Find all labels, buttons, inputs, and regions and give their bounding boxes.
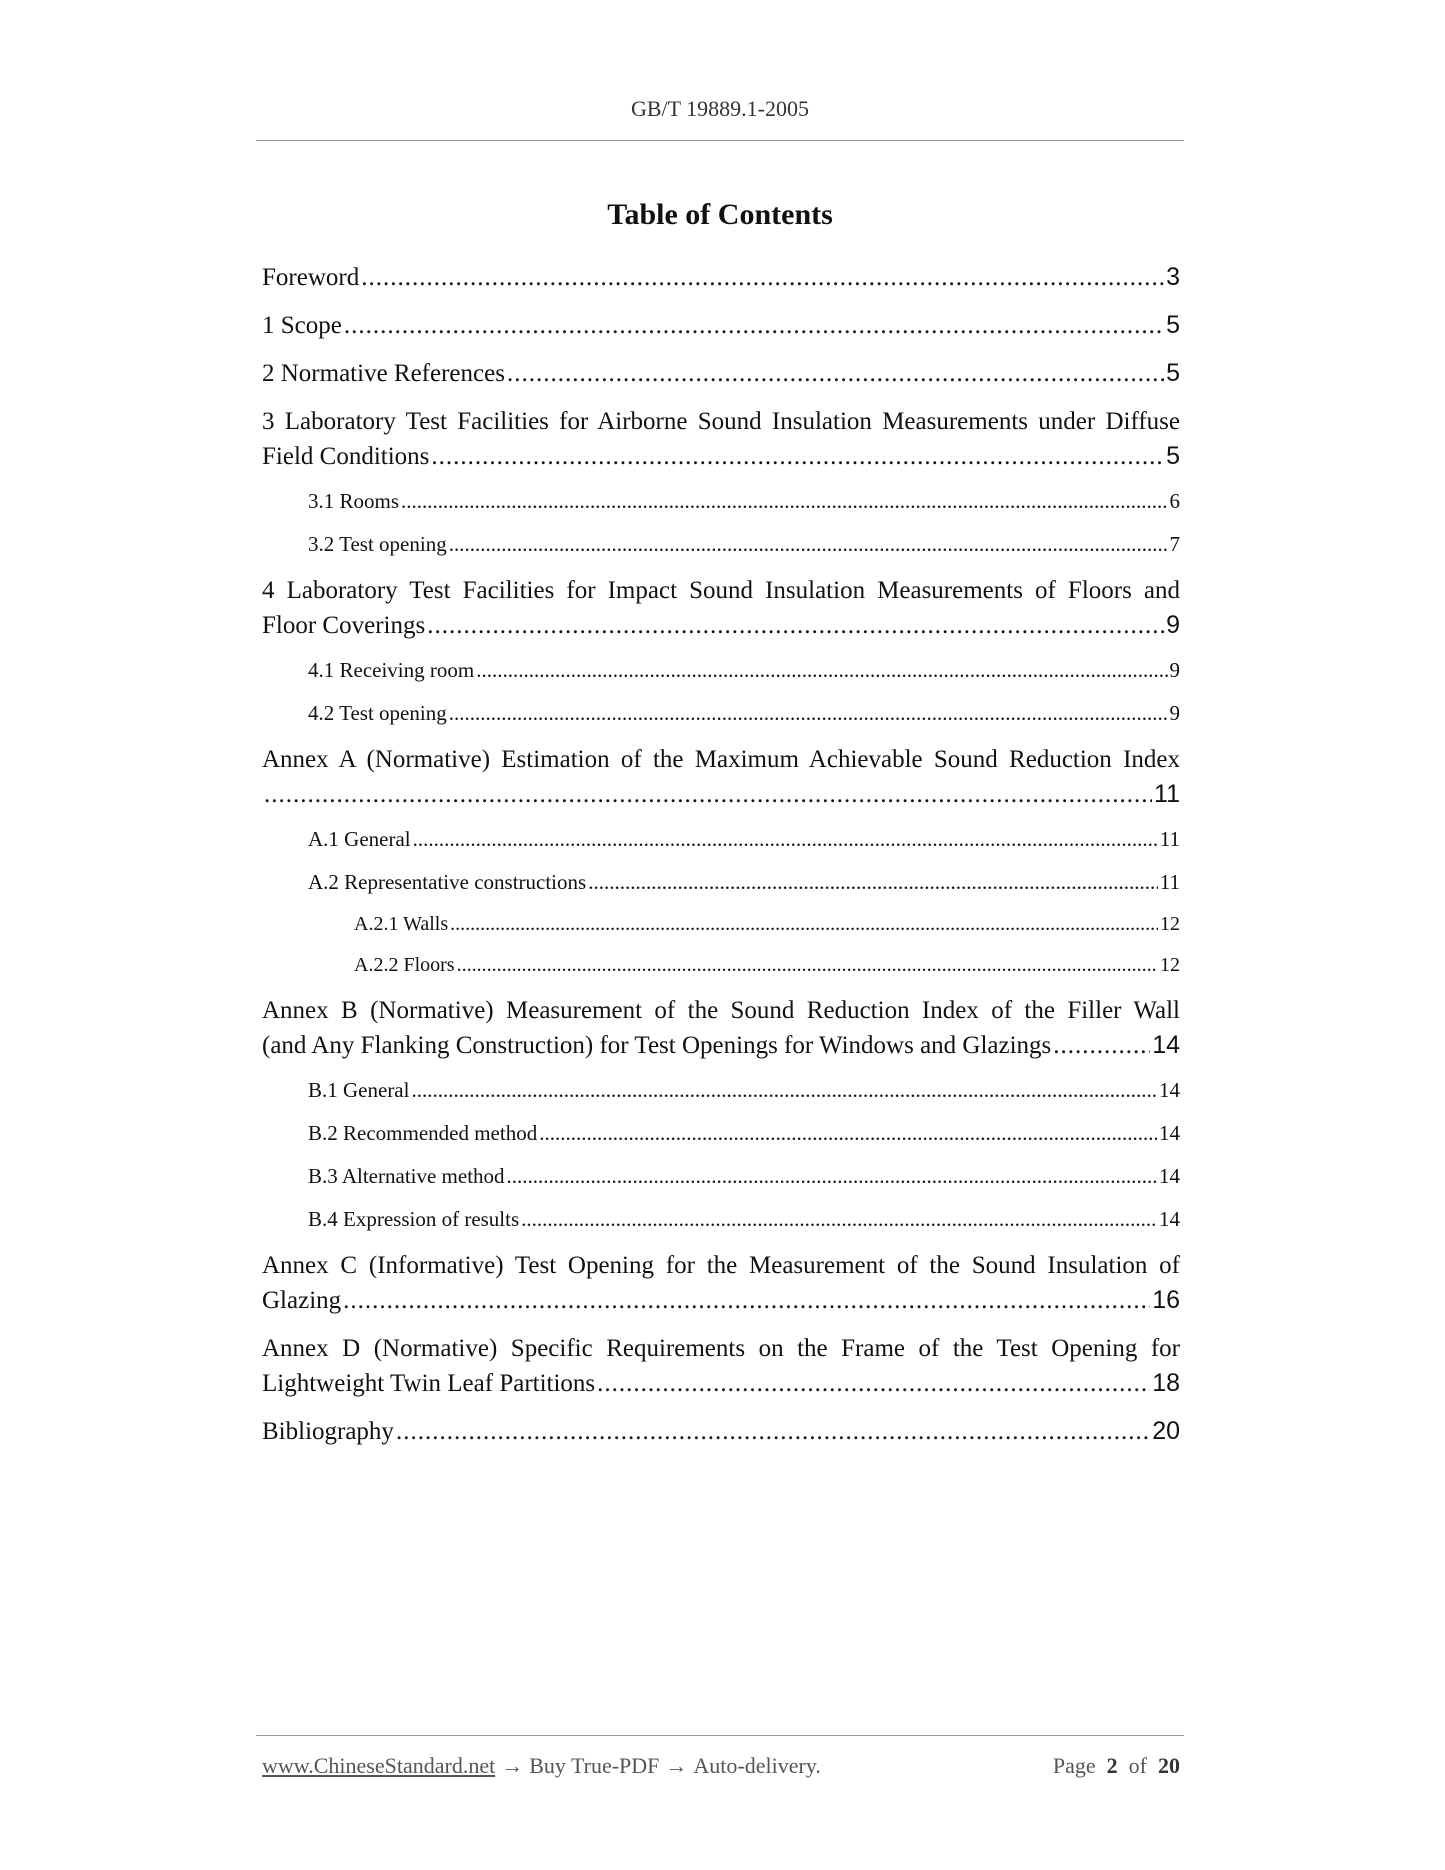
page-total: 20: [1158, 1753, 1180, 1778]
toc-entry[interactable]: [262, 1414, 1180, 1449]
website-link[interactable]: www.ChineseStandard.net: [262, 1753, 496, 1778]
toc-page-number: 14: [1159, 1078, 1180, 1102]
toc-page-number: 14: [1159, 1164, 1180, 1188]
table-of-contents: [262, 260, 1180, 1462]
toc-entry-line: [308, 1162, 1180, 1190]
toc-entry[interactable]: [308, 1162, 1180, 1190]
toc-entry[interactable]: [262, 356, 1180, 391]
dot-leader: [343, 1283, 1150, 1318]
toc-page-number: 5: [1166, 442, 1180, 470]
toc-entry-title: 3.1 Rooms: [308, 489, 400, 513]
dot-leader: [361, 260, 1164, 295]
dot-leader: [396, 1414, 1150, 1449]
toc-entry[interactable]: [308, 1076, 1180, 1104]
dot-leader: [507, 1162, 1157, 1190]
footer-divider: [256, 1735, 1184, 1736]
toc-entry-line: [262, 308, 1180, 343]
buy-pdf-text: Buy True-PDF: [529, 1753, 660, 1778]
toc-entry[interactable]: [354, 952, 1180, 979]
toc-page-number: 16: [1152, 1286, 1180, 1314]
toc-entry[interactable]: [308, 1205, 1180, 1233]
toc-entry-line: [308, 1119, 1180, 1147]
dot-leader: [431, 439, 1164, 474]
toc-entry-title: A.2 Representative constructions: [308, 870, 587, 894]
toc-entry-line: [308, 825, 1180, 853]
toc-entry-title-line: 4 Laboratory Test Facilities for Impact Sound Insulation Measurements of Floors and: [262, 577, 1180, 604]
toc-entry-title: A.1 General: [308, 827, 411, 851]
dot-leader: [449, 530, 1168, 558]
toc-entry-title: 4.2 Test opening: [308, 701, 447, 725]
toc-entry-line: [262, 777, 1180, 812]
toc-entry[interactable]: [262, 404, 1180, 474]
toc-entry[interactable]: [262, 742, 1180, 812]
toc-entry-title: (and Any Flanking Construction) for Test Openings for Windows and Glazings: [262, 1032, 1052, 1059]
toc-entry-title: Lightweight Twin Leaf Partitions: [262, 1370, 596, 1397]
toc-entry-line: [262, 608, 1180, 643]
toc-page-number: 9: [1169, 701, 1180, 725]
toc-entry-line: [262, 260, 1180, 295]
toc-page-number: 14: [1152, 1031, 1180, 1059]
dot-leader: [588, 868, 1158, 896]
toc-entry[interactable]: [308, 530, 1180, 558]
toc-page-number: 5: [1166, 311, 1180, 339]
toc-entry-title: B.2 Recommended method: [308, 1121, 538, 1145]
toc-entry[interactable]: [308, 825, 1180, 853]
toc-page-number: 5: [1166, 359, 1180, 387]
dot-leader: [476, 656, 1167, 684]
toc-entry-line: [354, 911, 1180, 938]
toc-entry-title-line: Annex C (Informative) Test Opening for the Measurement of the Sound Insulation of: [262, 1252, 1180, 1279]
toc-entry-title: Foreword: [262, 264, 360, 291]
toc-entry-line: [354, 952, 1180, 979]
toc-entry-title-line: Annex A (Normative) Estimation of the Maximum Achievable Sound Reduction Index: [262, 746, 1180, 773]
page-of-label: of: [1128, 1753, 1147, 1778]
toc-entry-title: A.2.1 Walls: [354, 913, 449, 935]
toc-entry[interactable]: [354, 911, 1180, 938]
page-current: 2: [1106, 1753, 1118, 1778]
toc-entry[interactable]: [262, 1248, 1180, 1318]
toc-page-number: 9: [1169, 658, 1180, 682]
arrow-icon: →: [501, 1753, 524, 1778]
toc-entry[interactable]: [308, 487, 1180, 515]
toc-page-number: 7: [1169, 532, 1180, 556]
dot-leader: [1053, 1028, 1150, 1063]
toc-entry-line: [308, 1205, 1180, 1233]
toc-entry[interactable]: [308, 868, 1180, 896]
toc-page-number: 11: [1154, 780, 1180, 808]
toc-entry[interactable]: [308, 1119, 1180, 1147]
toc-page-number: 20: [1152, 1417, 1180, 1445]
dot-leader: [411, 1076, 1157, 1104]
toc-page-number: 6: [1169, 489, 1180, 513]
toc-entry-title-line: 3 Laboratory Test Facilities for Airborne Sound Insulation Measurements under Diffuse: [262, 408, 1180, 435]
dot-leader: [450, 911, 1158, 938]
toc-entry-title: 3.2 Test opening: [308, 532, 447, 556]
dot-leader: [507, 356, 1164, 391]
footer-links: [262, 1753, 821, 1779]
page-indicator: [1053, 1753, 1180, 1779]
dot-leader: [264, 777, 1152, 812]
toc-entry-line: [308, 530, 1180, 558]
toc-page-number: 11: [1159, 870, 1180, 894]
toc-entry-title-line: Annex B (Normative) Measurement of the Sound Reduction Index of the Filler Wall: [262, 997, 1180, 1024]
page-footer: [262, 1753, 1180, 1779]
toc-entry-title: Bibliography: [262, 1418, 394, 1445]
toc-entry-title: A.2.2 Floors: [354, 954, 455, 976]
dot-leader: [427, 608, 1164, 643]
auto-delivery-text: Auto-delivery.: [693, 1753, 821, 1778]
toc-entry-line: [308, 699, 1180, 727]
toc-entry-line: [308, 1076, 1180, 1104]
toc-entry-title: B.3 Alternative method: [308, 1164, 505, 1188]
toc-entry-title: 1 Scope: [262, 312, 342, 339]
toc-entry-line: [262, 1283, 1180, 1318]
toc-entry[interactable]: [262, 993, 1180, 1063]
document-header: GB/T 19889.1-2005: [630, 96, 810, 121]
toc-entry-line: [262, 356, 1180, 391]
toc-entry-line: [262, 1414, 1180, 1449]
toc-entry[interactable]: [262, 573, 1180, 643]
dot-leader: [597, 1366, 1150, 1401]
toc-page-number: 3: [1166, 263, 1180, 291]
toc-entry[interactable]: [308, 656, 1180, 684]
toc-entry-line: [262, 1028, 1180, 1063]
dot-leader: [539, 1119, 1157, 1147]
toc-entry-title: Floor Coverings: [262, 612, 426, 639]
toc-entry[interactable]: [262, 1331, 1180, 1401]
toc-entry-title-line: Annex D (Normative) Specific Requirements on the Frame of the Test Opening for: [262, 1335, 1180, 1362]
toc-entry[interactable]: [262, 308, 1180, 343]
toc-page-number: 12: [1160, 913, 1180, 935]
toc-entry-title: B.4 Expression of results: [308, 1207, 520, 1231]
toc-entry-title: B.1 General: [308, 1078, 410, 1102]
toc-entry-line: [308, 656, 1180, 684]
dot-leader: [344, 308, 1164, 343]
toc-entry[interactable]: [308, 699, 1180, 727]
page-label: Page: [1052, 1753, 1096, 1778]
toc-entry[interactable]: [262, 260, 1180, 295]
toc-entry-line: [262, 439, 1180, 474]
toc-page-number: 12: [1160, 954, 1180, 976]
toc-page-number: 14: [1159, 1207, 1180, 1231]
toc-entry-title: Field Conditions: [262, 443, 430, 470]
toc-page-number: 11: [1159, 827, 1180, 851]
header-divider: [256, 140, 1184, 141]
page-title: Table of Contents: [607, 198, 833, 231]
toc-page-number: 18: [1152, 1369, 1180, 1397]
toc-entry-line: [262, 1366, 1180, 1401]
dot-leader: [413, 825, 1158, 853]
toc-entry-title: Glazing: [262, 1287, 342, 1314]
dot-leader: [401, 487, 1167, 515]
toc-entry-line: [308, 487, 1180, 515]
dot-leader: [521, 1205, 1157, 1233]
toc-entry-title: 4.1 Receiving room: [308, 658, 475, 682]
dot-leader: [449, 699, 1168, 727]
dot-leader: [457, 952, 1158, 979]
toc-entry-line: [308, 868, 1180, 896]
arrow-icon: →: [665, 1753, 688, 1778]
toc-page-number: 14: [1159, 1121, 1180, 1145]
toc-entry-title: 2 Normative References: [262, 360, 505, 387]
toc-page-number: 9: [1166, 611, 1180, 639]
